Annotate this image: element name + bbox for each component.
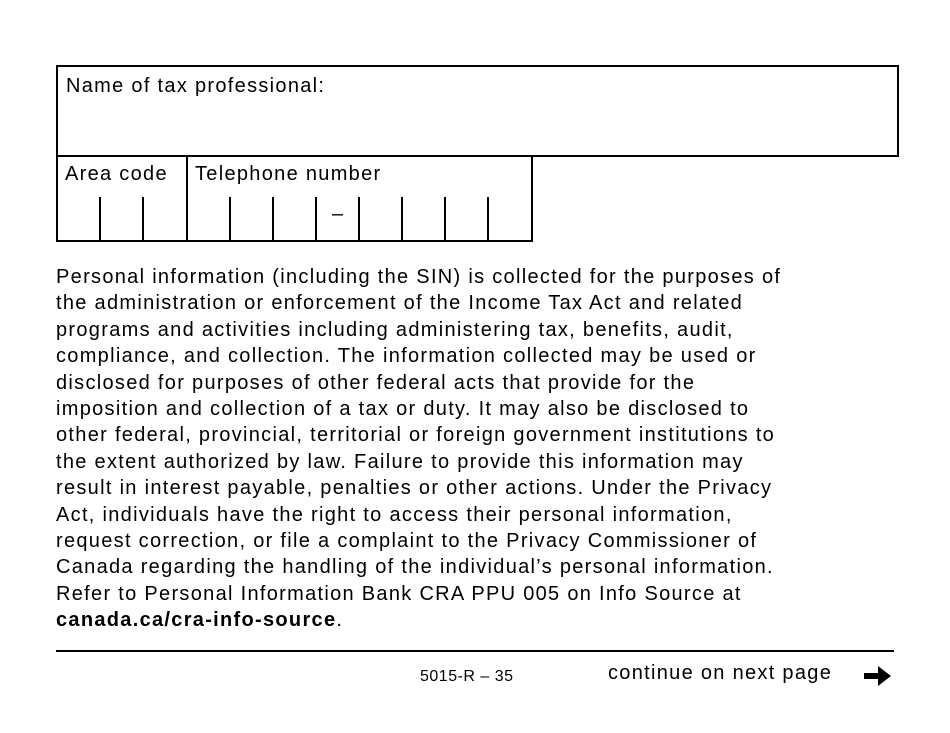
link-suffix: . <box>336 609 344 632</box>
privacy-notice <box>56 264 916 634</box>
privacy-line: result in interest payable, penalties or other actions. Under the Privacy <box>56 477 773 500</box>
phone-digit-separator <box>358 197 360 240</box>
right-arrow-icon <box>864 664 892 688</box>
page-number: 5015-R – 35 <box>420 668 514 685</box>
privacy-line: the administration or enforcement of the Income Tax Act and related <box>56 292 744 315</box>
phone-digit-separator <box>444 197 446 240</box>
info-source-link[interactable]: canada.ca/cra-info-source <box>56 609 337 632</box>
privacy-line: disclosed for purposes of other federal acts that provide for the <box>56 371 696 394</box>
phone-dash: – <box>332 203 344 225</box>
phone-digit-separator <box>401 197 403 240</box>
phone-number-field <box>56 155 533 242</box>
telephone-number-label: Telephone number <box>195 163 382 185</box>
privacy-link-line <box>56 607 916 633</box>
privacy-line: the extent authorized by law. Failure to provide this information may <box>56 450 744 473</box>
privacy-line: compliance, and collection. The information collected may be used or <box>56 345 757 368</box>
privacy-line: imposition and collection of a tax or duty. It may also be disclosed to <box>56 398 750 421</box>
phone-digit-separator <box>315 197 317 240</box>
area-code-label: Area code <box>65 163 168 185</box>
privacy-line: programs and activities including administering tax, benefits, audit, <box>56 318 734 341</box>
area-code-digit-separator <box>142 197 144 240</box>
privacy-line: Refer to Personal Information Bank CRA PPU 005 on Info Source at <box>56 582 742 605</box>
tax-professional-label: Name of tax professional: <box>66 75 326 97</box>
footer-rule <box>56 650 894 652</box>
privacy-line: Act, individuals have the right to access their personal information, <box>56 503 733 526</box>
phone-digit-separator <box>487 197 489 240</box>
tax-professional-name-field[interactable] <box>56 65 899 157</box>
area-code-divider <box>186 155 188 240</box>
privacy-line: other federal, provincial, territorial or foreign government institutions to <box>56 424 776 447</box>
privacy-line: Canada regarding the handling of the individual’s personal information. <box>56 556 774 579</box>
continue-text: continue on next page <box>608 662 833 684</box>
privacy-line: Personal information (including the SIN) is collected for the purposes of <box>56 266 782 288</box>
privacy-line: request correction, or file a complaint to the Privacy Commissioner of <box>56 530 758 553</box>
phone-digit-separator <box>229 197 231 240</box>
phone-digit-separator <box>272 197 274 240</box>
area-code-digit-separator <box>99 197 101 240</box>
